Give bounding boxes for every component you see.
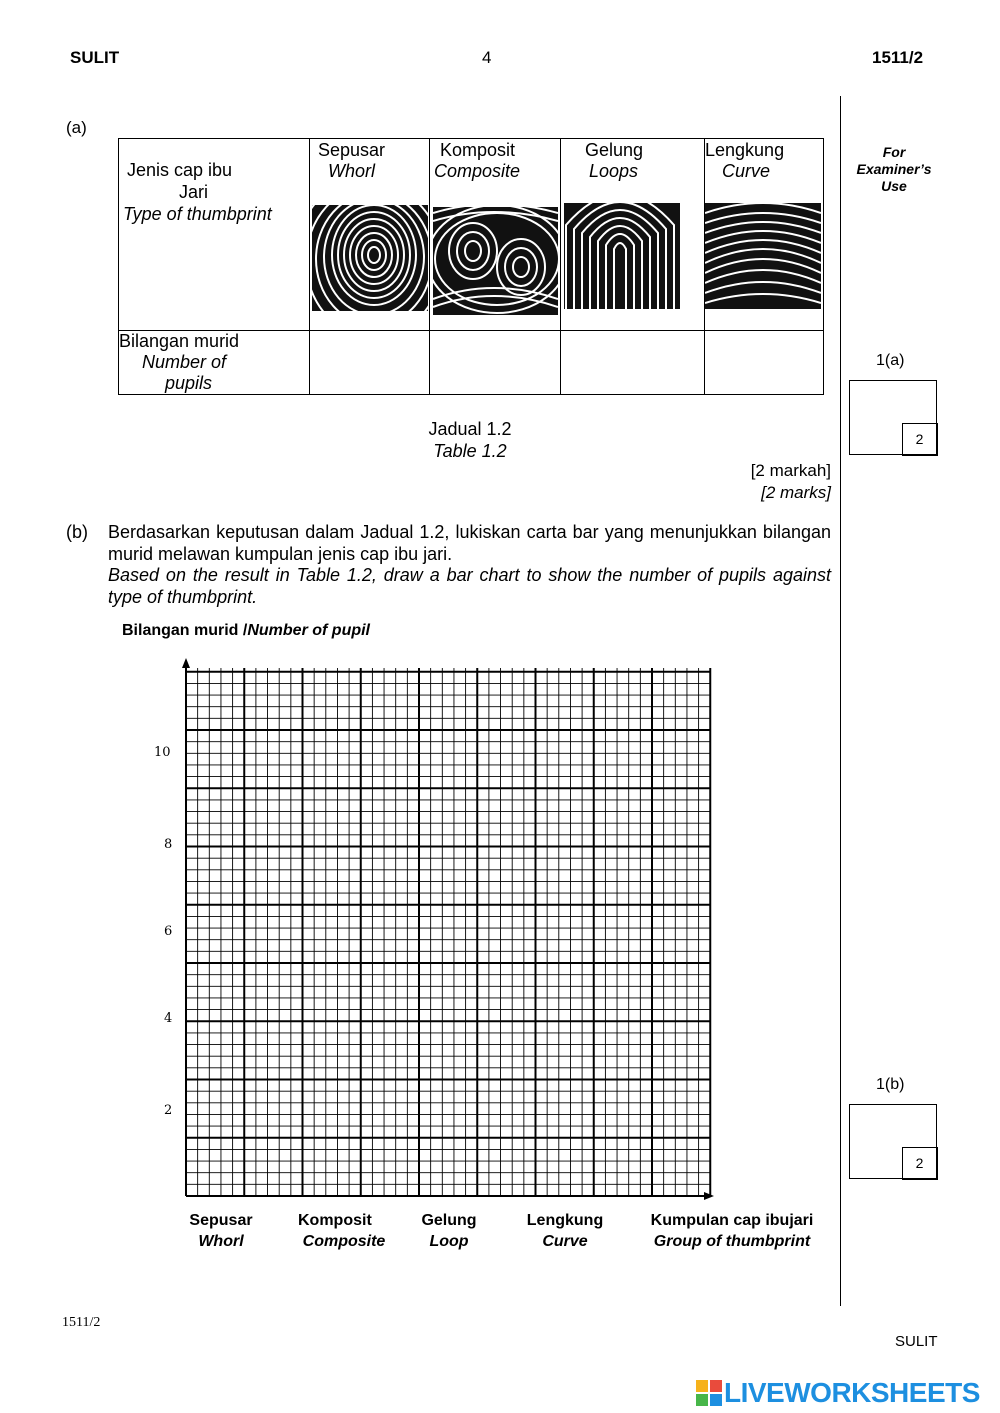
y-tick-8: 8 (164, 837, 173, 852)
column-composite-malay: Komposit (440, 140, 516, 160)
y-tick-4: 4 (164, 1011, 173, 1026)
liveworksheets-logo-icon (696, 1380, 722, 1406)
pupils-header-malay: Bilangan murid (119, 331, 240, 351)
column-whorl-english: Whorl (328, 161, 376, 181)
examiner-q1a-label: 1(a) (876, 352, 905, 369)
number-of-pupils-header (119, 331, 310, 395)
paper-code: 1511/2 (872, 48, 924, 67)
curve-count-cell[interactable] (705, 331, 824, 395)
x-label-loop: Gelung Loop (421, 1212, 477, 1250)
type-of-thumbprint-header (119, 139, 310, 331)
loops-count-cell[interactable] (561, 331, 705, 395)
composite-thumbprint-image (433, 207, 558, 315)
table-caption-malay: Jadual 1.2 (428, 419, 512, 439)
y-tick-2: 2 (164, 1103, 173, 1118)
header-confidential: SULIT (70, 48, 120, 67)
column-loops (561, 139, 705, 331)
table-caption (400, 418, 540, 462)
column-curve-english: Curve (722, 161, 771, 181)
part-a-marks-malay: [2 markah] (750, 461, 831, 480)
curve-thumbprint-image (705, 203, 821, 309)
x-label-composite: Komposit Composite (298, 1212, 386, 1250)
y-tick-10: 10 (154, 745, 171, 760)
examiner-use-label: For Examiner’s Use (856, 144, 932, 194)
examiner-q1a-max-marks: 2 (902, 423, 938, 456)
examiner-q1b-label: 1(b) (876, 1076, 905, 1093)
y-tick-6: 6 (164, 924, 173, 939)
examiner-q1a-mark-box[interactable] (849, 380, 937, 455)
type-header-malay-2: Jari (179, 182, 209, 202)
x-label-curve: Lengkung Curve (526, 1212, 604, 1250)
pupils-header-english-2: pupils (165, 373, 213, 393)
type-header-malay-1: Jenis cap ibu (127, 160, 233, 180)
column-composite (430, 139, 561, 331)
x-label-whorl: Sepusar Whorl (189, 1212, 253, 1250)
y-axis-title: Bilangan murid /Number of pupil (122, 622, 370, 639)
liveworksheets-logo (696, 1376, 980, 1410)
pupils-header-english-1: Number of (142, 352, 227, 372)
column-curve-malay: Lengkung (705, 140, 785, 160)
part-b-instruction-malay: Berdasarkan keputusan dalam Jadual 1.2, lukiskan carta bar yang menunjukkan bilangan murid melawan kumpulan jenis cap ibu jari. (108, 522, 831, 564)
composite-count-cell[interactable] (430, 331, 561, 395)
x-axis-arrow (704, 1192, 714, 1200)
column-loops-english: Loops (589, 161, 639, 181)
part-b-label: (b) (66, 522, 88, 542)
liveworksheets-logo-text: LIVEWORKSHEETS (724, 1377, 980, 1408)
column-whorl-malay: Sepusar (318, 140, 386, 160)
examiner-q1b-max-marks: 2 (902, 1147, 938, 1180)
graph-grid (186, 668, 710, 1196)
whorl-thumbprint-image (312, 205, 428, 311)
table-caption-english: Table 1.2 (433, 441, 507, 461)
page-number: 4 (482, 48, 492, 67)
part-a-marks (700, 460, 831, 504)
x-axis-title: Kumpulan cap ibujari Group of thumbprint (650, 1212, 814, 1250)
y-axis-arrow (182, 658, 190, 668)
footer-confidential: SULIT (895, 1333, 938, 1350)
thumbprint-table (118, 138, 824, 395)
column-curve (705, 139, 824, 331)
whorl-count-cell[interactable] (310, 331, 430, 395)
part-b-instruction-english: Based on the result in Table 1.2, draw a bar chart to show the number of pupils against type of thumbprint. (108, 565, 831, 607)
loop-thumbprint-image (564, 203, 680, 309)
column-whorl (310, 139, 430, 331)
column-composite-english: Composite (434, 161, 521, 181)
column-loops-malay: Gelung (585, 140, 644, 160)
examiner-q1b-mark-box[interactable] (849, 1104, 937, 1179)
examiner-column-divider (840, 96, 841, 1306)
part-a-marks-english: [2 marks] (761, 483, 831, 502)
part-a-label: (a) (66, 118, 87, 137)
part-b-instruction (108, 522, 831, 608)
footer-paper-code: 1511/2 (62, 1315, 101, 1330)
bar-chart-graph-paper[interactable] (178, 656, 718, 1204)
type-header-english: Type of thumbprint (123, 204, 272, 224)
